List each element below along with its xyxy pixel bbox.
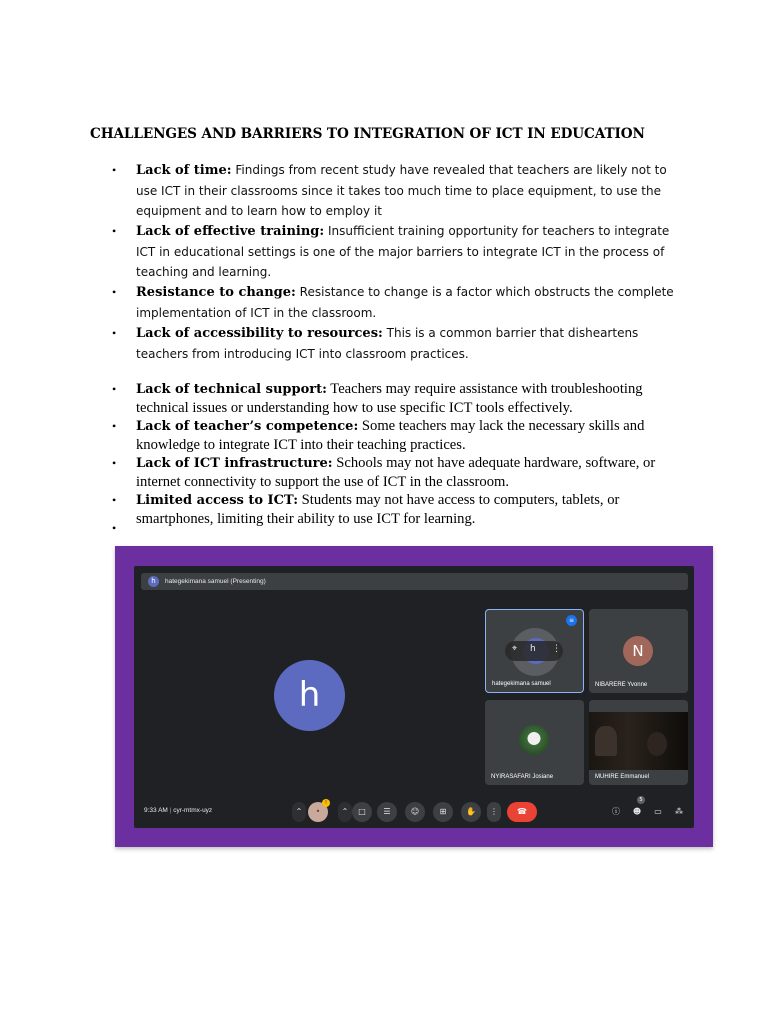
emoji-icon: ☺ — [410, 807, 420, 816]
participant-name: NYIRASAFARI Josiane — [491, 774, 554, 780]
present-screen-icon: ⊞ — [439, 807, 447, 816]
avatar-initial: h — [530, 644, 536, 654]
more-options-icon[interactable]: ⋮ — [552, 644, 561, 654]
list-item — [0, 323, 676, 364]
meeting-info — [144, 807, 212, 814]
participant-avatar: N — [623, 636, 653, 666]
participant-video — [589, 712, 688, 770]
more-options-button[interactable] — [487, 802, 501, 822]
meeting-window — [134, 566, 694, 828]
people-icon[interactable]: ☻ — [632, 807, 642, 816]
bullet: • — [112, 493, 117, 507]
speaking-indicator-icon: ≡ — [566, 615, 577, 626]
section-title: CHALLENGES AND BARRIERS TO INTEGRATION OF ICT IN EDUCATION — [90, 126, 645, 142]
more-vert-icon: ⋮ — [490, 807, 498, 816]
separator: | — [169, 807, 172, 814]
item-term: Lack of ICT infrastructure: — [136, 456, 333, 471]
item-term: Lack of accessibility to resources: — [136, 326, 383, 341]
empty-bullet: • — [112, 521, 117, 535]
list-item — [0, 160, 676, 221]
item-term: Lack of technical support: — [136, 382, 327, 397]
bullet: • — [112, 224, 117, 238]
pin-icon[interactable]: ⌖ — [512, 644, 518, 654]
item-text: Resistance to change is a factor which obstructs the complete implementation of ICT in the classroom. — [136, 285, 674, 320]
list-item — [0, 221, 676, 282]
participant-name: MUHIRE Emmanuel — [595, 774, 650, 780]
bullet: • — [112, 163, 117, 177]
meeting-screenshot-image — [115, 546, 713, 847]
control-bar — [134, 797, 694, 824]
bullet: • — [112, 456, 117, 470]
captions-icon: ☰ — [383, 807, 391, 816]
presenting-bar — [141, 573, 688, 590]
meeting-code: cyr-mtmx-uyz — [173, 807, 213, 814]
bullet: • — [112, 326, 117, 340]
mic-warning-badge: ! — [322, 799, 330, 807]
list-item — [0, 454, 676, 491]
chat-icon[interactable]: ▭ — [654, 807, 662, 816]
item-text: Some teachers may lack the necessary skills and knowledge to integrate ICT into their teaching practices. — [136, 418, 645, 453]
bullet: • — [112, 285, 117, 299]
hand-icon: ✋ — [466, 807, 476, 816]
audio-options-button[interactable]: ⌃ — [292, 802, 306, 822]
participant-name: hategekimana samuel — [492, 681, 551, 687]
meeting-details-icon[interactable]: ⓘ — [612, 807, 620, 816]
bullet: • — [112, 382, 117, 396]
activities-icon[interactable]: ⁂ — [675, 807, 683, 816]
raise-hand-button[interactable] — [461, 802, 481, 822]
camera-button[interactable] — [352, 802, 372, 822]
participant-tile[interactable] — [589, 609, 688, 693]
participant-tile[interactable] — [485, 609, 584, 693]
item-text: Findings from recent study have revealed that teachers are likely not to use ICT in their classrooms since it takes too much time to place equipment, to use the equipment and to learn how to employ it — [136, 163, 667, 218]
list-item — [0, 491, 676, 528]
item-term: Resistance to change: — [136, 285, 296, 300]
leave-call-button[interactable] — [507, 802, 537, 822]
item-term: Limited access to ICT: — [136, 493, 298, 508]
main-speaker-avatar: h — [274, 660, 345, 731]
item-term: Lack of teacher’s competence: — [136, 419, 359, 434]
video-options-button[interactable]: ⌃ — [338, 802, 352, 822]
reactions-button[interactable] — [405, 802, 425, 822]
captions-button[interactable] — [377, 802, 397, 822]
item-term: Lack of time: — [136, 163, 232, 178]
item-text: Teachers may require assistance with troubleshooting technical issues or understanding how to use specific ICT tools effectively. — [136, 381, 643, 416]
participant-name: NIBARERE Yvonne — [595, 682, 648, 688]
mic-off-icon: • — [315, 807, 321, 816]
item-text: This is a common barrier that disheartens teachers from introducing ICT into classroom practices. — [136, 326, 639, 361]
list-item — [0, 282, 676, 323]
presenter-avatar: h — [148, 576, 159, 587]
list-item — [0, 380, 676, 417]
end-call-icon: ☎ — [517, 807, 527, 816]
present-button[interactable] — [433, 802, 453, 822]
barriers-list-primary — [0, 160, 768, 364]
bullet: • — [112, 419, 117, 433]
participant-tile[interactable] — [485, 700, 584, 785]
time-label: 9:33 AM — [144, 807, 168, 814]
item-text: Insufficient training opportunity for teachers to integrate ICT in educational settings is one of the major barriers to integrate ICT in the process of teaching and learning. — [136, 224, 670, 279]
participant-photo — [519, 725, 549, 755]
barriers-list-secondary — [0, 380, 768, 528]
item-text: Students may not have access to computers, tablets, or smartphones, limiting their ability to use ICT for learning. — [136, 492, 620, 527]
item-term: Lack of effective training: — [136, 224, 325, 239]
presenting-label: hategekimana samuel (Presenting) — [165, 578, 266, 585]
participants-count-badge: 5 — [637, 796, 645, 804]
item-text: Schools may not have adequate hardware, software, or internet connectivity to support the use of ICT in the classroom. — [136, 455, 656, 490]
tile-controls — [505, 641, 563, 661]
camera-icon: □ — [358, 807, 366, 816]
participant-tile[interactable] — [589, 700, 688, 785]
list-item — [0, 417, 676, 454]
